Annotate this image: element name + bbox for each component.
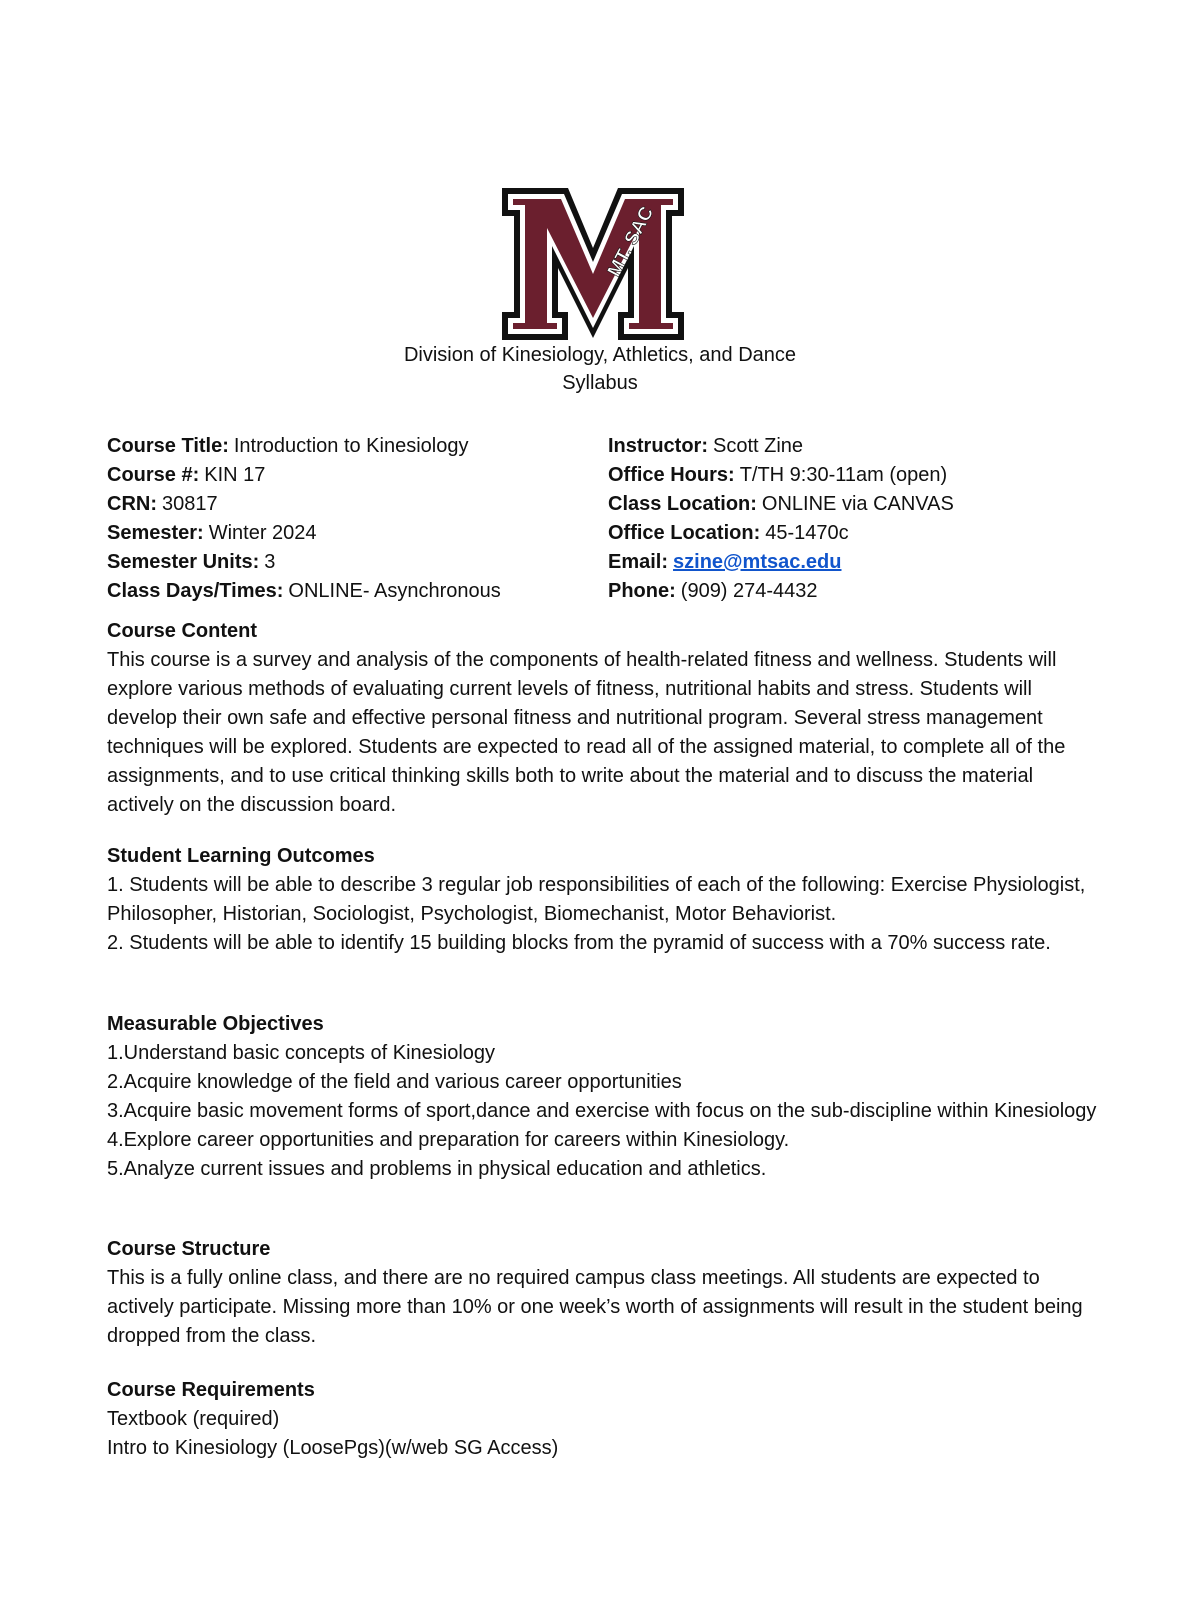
instructor-row: [608, 432, 1128, 461]
email-label: Email:: [608, 551, 669, 573]
course-title-value: Introduction to Kinesiology: [233, 435, 469, 457]
office-hours-value: T/TH 9:30-11am (open): [739, 464, 948, 486]
requirement-line: Textbook (required): [107, 1408, 280, 1430]
document-type: Syllabus: [562, 372, 638, 394]
semester-units-row: [107, 548, 577, 577]
class-location-value: ONLINE via CANVAS: [761, 493, 954, 515]
division-title: Division of Kinesiology, Athletics, and Dance: [403, 344, 797, 366]
objective-item: 4.Explore career opportunities and preparation for careers within Kinesiology.: [107, 1129, 790, 1151]
crn-label: CRN:: [107, 493, 157, 515]
requirements-heading: Course Requirements: [107, 1379, 315, 1401]
semester-row: [107, 519, 577, 548]
course-title-label: Course Title:: [107, 435, 229, 457]
instructor-label: Instructor:: [608, 435, 708, 457]
crn-row: [107, 490, 577, 519]
objectives-section: [107, 1010, 1097, 1184]
requirements-section: [107, 1376, 1097, 1463]
semester-units-value: 3: [264, 551, 276, 573]
learning-outcomes-section: [107, 842, 1097, 958]
semester-units-label: Semester Units:: [107, 551, 260, 573]
phone-label: Phone:: [608, 580, 676, 602]
office-hours-row: [608, 461, 1128, 490]
phone-row: [608, 577, 1128, 606]
semester-label: Semester:: [107, 522, 204, 544]
requirement-line: Intro to Kinesiology (LoosePgs)(w/web SG Access): [107, 1437, 559, 1459]
course-content-heading: Course Content: [107, 620, 257, 642]
objective-item: 1.Understand basic concepts of Kinesiology: [107, 1042, 496, 1064]
logo-text: MT. SAC: [603, 203, 659, 281]
class-days-row: [107, 577, 577, 606]
office-location-row: [608, 519, 1128, 548]
course-number-value: KIN 17: [204, 464, 266, 486]
course-info-right: [608, 432, 1128, 606]
course-number-label: Course #:: [107, 464, 200, 486]
learning-outcome-item: 2. Students will be able to identify 15 building blocks from the pyramid of success with a 70% success rate.: [107, 932, 1051, 954]
course-content-body: This course is a survey and analysis of the components of health-related fitness and wellness. Students will explore various methods of evaluating current levels of fitness, nutritional habits and stress. Students will develop their own safe and effective personal fitness and nutritional program. Several stress management techniques will be explored. Students are expected to read all of the assigned material, to complete all of the assignments, and to use critical thinking skills both to write about the material and to discuss the material actively on the discussion board.: [107, 649, 1066, 816]
instructor-value: Scott Zine: [713, 435, 804, 457]
office-location-label: Office Location:: [608, 522, 761, 544]
class-days-label: Class Days/Times:: [107, 580, 284, 602]
class-location-row: [608, 490, 1128, 519]
course-number-row: [107, 461, 577, 490]
learning-outcomes-heading: Student Learning Outcomes: [107, 845, 375, 867]
phone-value: (909) 274-4432: [680, 580, 818, 602]
semester-value: Winter 2024: [208, 522, 317, 544]
class-days-value: ONLINE- Asynchronous: [288, 580, 501, 602]
objective-item: 5.Analyze current issues and problems in physical education and athletics.: [107, 1158, 767, 1180]
mt-sac-m-logo: [500, 186, 686, 342]
course-title-row: [107, 432, 577, 461]
office-hours-label: Office Hours:: [608, 464, 735, 486]
learning-outcome-item: 1. Students will be able to describe 3 regular job responsibilities of each of the following: Exercise Physiologist, Philosopher, Historian, Sociologist, Psychologist, Biomechanist, Motor Behaviorist.: [107, 874, 1086, 925]
email-row: [608, 548, 1128, 577]
course-content-section: [107, 617, 1097, 820]
course-structure-body: This is a fully online class, and there are no required campus class meetings. All students are expected to actively participate. Missing more than 10% or one week’s worth of assignments will result in the student being dropped from the class.: [107, 1267, 1083, 1347]
objective-item: 2.Acquire knowledge of the field and various career opportunities: [107, 1071, 682, 1093]
crn-value: 30817: [162, 493, 218, 515]
class-location-label: Class Location:: [608, 493, 757, 515]
email-link[interactable]: szine@mtsac.edu: [673, 551, 842, 573]
objectives-heading: Measurable Objectives: [107, 1013, 324, 1035]
office-location-value: 45-1470c: [765, 522, 849, 544]
objective-item: 3.Acquire basic movement forms of sport,dance and exercise with focus on the sub-discipline within Kinesiology: [107, 1100, 1097, 1122]
course-info-left: [107, 432, 577, 606]
course-structure-section: [107, 1235, 1097, 1351]
course-structure-heading: Course Structure: [107, 1238, 271, 1260]
